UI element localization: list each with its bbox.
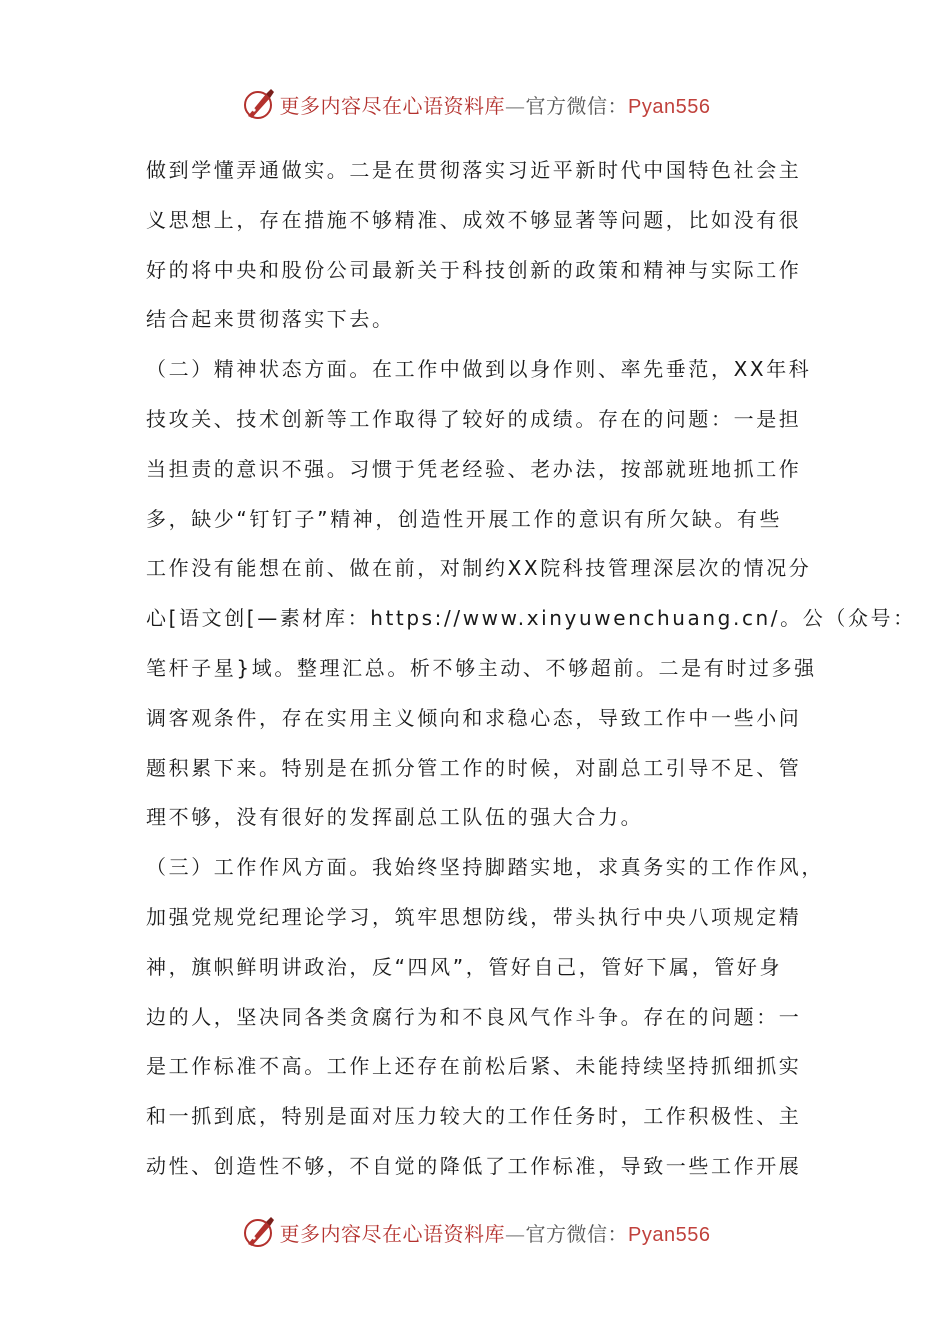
body-line: 工作没有能想在前、做在前，对制约XX院科技管理深层次的情况分 bbox=[146, 556, 812, 581]
body-line: 多，缺少“钉钉子”精神，创造性开展工作的意识有所欠缺。有些 bbox=[146, 506, 783, 531]
body-line: 和一抓到底，特别是面对压力较大的工作任务时，工作积极性、主 bbox=[146, 1104, 802, 1129]
footer-brand: 更多内容尽在心语资料库 bbox=[279, 1221, 506, 1246]
pen-nib-logo-icon bbox=[240, 86, 276, 122]
footer-separator: — bbox=[505, 1221, 526, 1246]
body-line: 技攻关、技术创新等工作取得了较好的成绩。存在的问题：一是担 bbox=[146, 406, 802, 431]
body-line: 义思想上，存在措施不够精准、成效不够显著等问题，比如没有很 bbox=[146, 207, 802, 232]
body-line: 边的人，坚决同各类贪腐行为和不良风气作斗争。存在的问题：一 bbox=[146, 1004, 802, 1029]
footer-official-label: 官方微信： bbox=[525, 1221, 629, 1246]
body-line: 理不够，没有很好的发挥副总工队伍的强大合力。 bbox=[146, 805, 644, 830]
body-line: 调客观条件，存在实用主义倾向和求稳心态，导致工作中一些小问 bbox=[146, 705, 802, 730]
body-line: 做到学懂弄通做实。二是在贯彻落实习近平新时代中国特色社会主 bbox=[146, 158, 802, 182]
body-line: 是工作标准不高。工作上还存在前松后紧、未能持续坚持抓细抓实 bbox=[146, 1054, 802, 1079]
header-brand: 更多内容尽在心语资料库 bbox=[279, 93, 506, 118]
header-banner bbox=[0, 84, 950, 124]
body-line: 结合起来贯彻落实下去。 bbox=[146, 307, 395, 332]
body-line: 好的将中央和股份公司最新关于科技创新的政策和精神与实际工作 bbox=[146, 257, 802, 282]
footer-text bbox=[280, 1218, 711, 1247]
body-line: 当担责的意识不强。习惯于凭老经验、老办法，按部就班地抓工作 bbox=[146, 456, 802, 481]
body-line: 题积累下来。特别是在抓分管工作的时候，对副总工引导不足、管 bbox=[146, 755, 802, 780]
body-line: （三）工作作风方面。我始终坚持脚踏实地，求真务实的工作作风， bbox=[146, 855, 824, 880]
body-line: 神，旗帜鲜明讲政治，反“四风”，管好自己，管好下属，管好身 bbox=[146, 954, 783, 979]
footer-wechat-id: Pyan556 bbox=[628, 1223, 711, 1246]
footer-banner bbox=[0, 1212, 950, 1252]
header-separator: — bbox=[505, 93, 526, 118]
body-line: 加强党规党纪理论学习，筑牢思想防线，带头执行中央八项规定精 bbox=[146, 904, 802, 929]
body-line: 心[语文创[—素材库：https://www.xinyuwenchuang.cn/。公（众号： bbox=[146, 606, 916, 631]
body-line: 动性、创造性不够，不自觉的降低了工作标准，导致一些工作开展 bbox=[146, 1153, 802, 1178]
header-official-label: 官方微信： bbox=[525, 93, 629, 118]
document-body bbox=[146, 146, 916, 1192]
body-line: （二）精神状态方面。在工作中做到以身作则、率先垂范，XX年科 bbox=[146, 357, 812, 382]
pen-nib-logo-icon bbox=[240, 1214, 276, 1250]
header-text bbox=[280, 90, 711, 119]
body-line: 笔杆子星}域。整理汇总。析不够主动、不够超前。二是有时过多强 bbox=[146, 655, 817, 680]
header-wechat-id: Pyan556 bbox=[628, 95, 711, 118]
